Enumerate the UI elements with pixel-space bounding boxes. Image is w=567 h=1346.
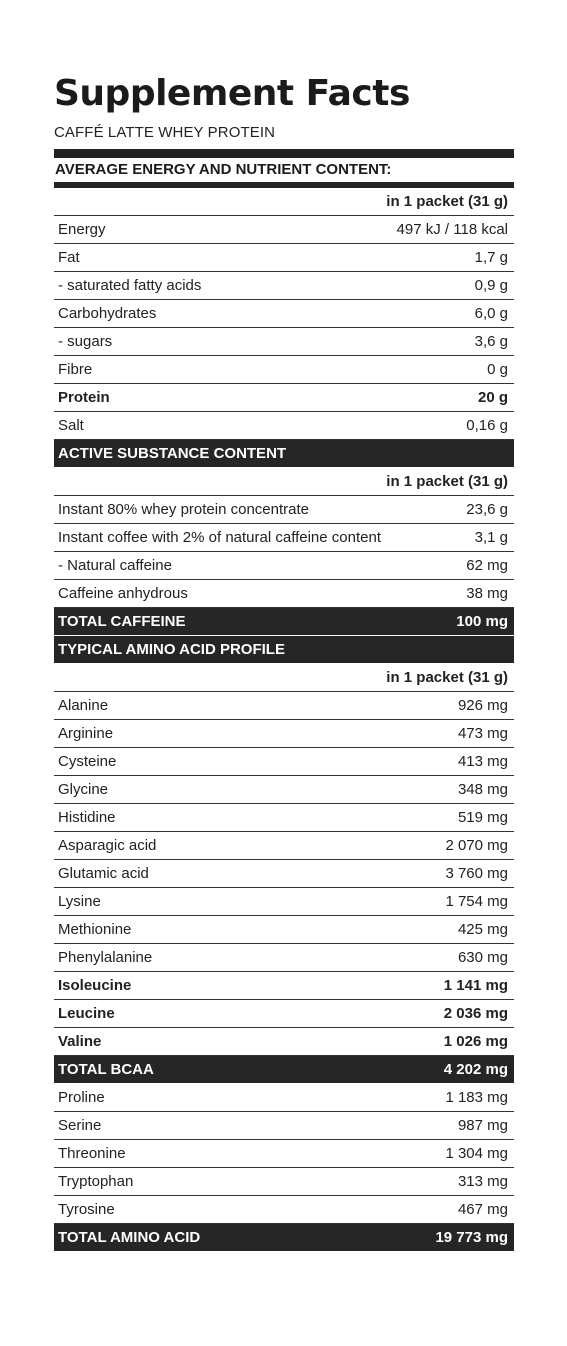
ingredient-name: Instant 80% whey protein concentrate — [58, 501, 309, 518]
amino-row-glutamic-acid — [54, 860, 514, 888]
amino-value: 413 mg — [457, 753, 508, 770]
nutrient-value: 0,9 g — [474, 277, 508, 294]
active-row-whey-concentrate — [54, 496, 514, 524]
amino-name: Proline — [58, 1089, 105, 1106]
amino-row-cysteine — [54, 748, 514, 776]
ingredient-value: 23,6 g — [466, 501, 508, 518]
amino-value: 2 070 mg — [445, 837, 508, 854]
active-row-natural-caffeine — [54, 552, 514, 580]
amino-name: Tyrosine — [58, 1201, 115, 1218]
section-heading-label: ACTIVE SUBSTANCE CONTENT — [58, 445, 287, 462]
nutrient-row-carbohydrates — [54, 300, 514, 328]
amino-value: 1 141 mg — [443, 977, 508, 994]
amino-name: Valine — [58, 1033, 102, 1050]
nutrient-value: 1,7 g — [474, 249, 508, 266]
total-amino-acid-row — [54, 1224, 514, 1251]
ingredient-name: - Natural caffeine — [58, 557, 172, 574]
amino-name: Glycine — [58, 781, 109, 798]
nutrient-row-fat — [54, 244, 514, 272]
amino-row-phenylalanine — [54, 944, 514, 972]
column-header-label: in 1 packet (31 g) — [386, 669, 508, 686]
nutrient-row-sugars — [54, 328, 514, 356]
top-rule — [54, 149, 514, 158]
total-caffeine-row — [54, 608, 514, 636]
amino-name: Histidine — [58, 809, 116, 826]
amino-row-leucine — [54, 1000, 514, 1028]
amino-value: 473 mg — [457, 725, 508, 742]
amino-row-isoleucine — [54, 972, 514, 1000]
amino-name: Methionine — [58, 921, 132, 938]
nutrient-value: 0 g — [487, 361, 508, 378]
ingredient-name: Caffeine anhydrous — [58, 585, 188, 602]
amino-row-histidine — [54, 804, 514, 832]
active-row-caffeine-anhydrous — [54, 580, 514, 608]
amino-value: 348 mg — [457, 781, 508, 798]
amino-value: 3 760 mg — [445, 865, 508, 882]
nutrient-value: 6,0 g — [474, 305, 508, 322]
nutrient-row-protein — [54, 384, 514, 412]
amino-row-arginine — [54, 720, 514, 748]
amino-name: Tryptophan — [58, 1173, 134, 1190]
nutrient-row-energy — [54, 216, 514, 244]
amino-row-lysine — [54, 888, 514, 916]
amino-row-proline — [54, 1084, 514, 1112]
total-label: TOTAL CAFFEINE — [58, 613, 186, 630]
amino-row-threonine — [54, 1140, 514, 1168]
total-label: TOTAL AMINO ACID — [58, 1229, 201, 1246]
ingredient-value: 62 mg — [466, 557, 508, 574]
amino-row-methionine — [54, 916, 514, 944]
amino-value: 1 183 mg — [445, 1089, 508, 1106]
active-row-instant-coffee — [54, 524, 514, 552]
amino-value: 987 mg — [457, 1117, 508, 1134]
amino-value: 1 754 mg — [445, 893, 508, 910]
amino-value: 519 mg — [457, 809, 508, 826]
amino-value: 926 mg — [457, 697, 508, 714]
amino-name: Isoleucine — [58, 977, 132, 994]
amino-value: 1 026 mg — [443, 1033, 508, 1050]
amino-name: Cysteine — [58, 753, 117, 770]
amino-value: 630 mg — [457, 949, 508, 966]
amino-value: 313 mg — [457, 1173, 508, 1190]
amino-row-alanine — [54, 692, 514, 720]
nutrient-name: Salt — [58, 417, 84, 434]
total-label: TOTAL BCAA — [58, 1061, 154, 1078]
amino-acid-heading — [54, 636, 514, 664]
nutrient-row-fibre — [54, 356, 514, 384]
nutrient-name: - saturated fatty acids — [58, 277, 202, 294]
amino-name: Serine — [58, 1117, 102, 1134]
amino-row-glycine — [54, 776, 514, 804]
nutrient-value: 0,16 g — [466, 417, 508, 434]
ingredient-value: 3,1 g — [474, 529, 508, 546]
nutrient-value: 20 g — [477, 389, 508, 406]
nutrient-table — [54, 188, 514, 440]
amino-name: Lysine — [58, 893, 101, 910]
amino-name: Phenylalanine — [58, 949, 153, 966]
amino-name: Threonine — [58, 1145, 126, 1162]
nutrient-row-salt — [54, 412, 514, 440]
nutrient-row-saturated-fatty-acids — [54, 272, 514, 300]
total-value: 4 202 mg — [443, 1061, 508, 1078]
nutrient-name: Energy — [58, 221, 106, 238]
amino-row-asparagic-acid — [54, 832, 514, 860]
product-name: CAFFÉ LATTE WHEY PROTEIN — [54, 124, 276, 141]
nutrient-name: - sugars — [58, 333, 113, 350]
nutrient-value: 497 kJ / 118 kcal — [396, 221, 508, 238]
amino-acid-table — [54, 636, 514, 1251]
amino-value: 467 mg — [457, 1201, 508, 1218]
amino-name: Asparagic acid — [58, 837, 157, 854]
amino-row-serine — [54, 1112, 514, 1140]
amino-row-valine — [54, 1028, 514, 1056]
active-column-header — [54, 468, 514, 496]
amino-name: Glutamic acid — [58, 865, 149, 882]
amino-row-tyrosine — [54, 1196, 514, 1224]
nutrient-name: Fibre — [58, 361, 93, 378]
column-header-label: in 1 packet (31 g) — [386, 473, 508, 490]
amino-value: 2 036 mg — [443, 1005, 508, 1022]
amino-column-header — [54, 664, 514, 692]
ingredient-name: Instant coffee with 2% of natural caffeine content — [58, 529, 381, 546]
nutrient-name: Protein — [58, 389, 110, 406]
amino-name: Leucine — [58, 1005, 115, 1022]
amino-value: 425 mg — [457, 921, 508, 938]
amino-row-tryptophan — [54, 1168, 514, 1196]
nutrient-heading: AVERAGE ENERGY AND NUTRIENT CONTENT: — [55, 161, 392, 178]
section-heading-label: TYPICAL AMINO ACID PROFILE — [58, 641, 285, 658]
active-substance-heading — [54, 440, 514, 468]
nutrient-value: 3,6 g — [474, 333, 508, 350]
nutrient-name: Carbohydrates — [58, 305, 157, 322]
total-value: 100 mg — [456, 613, 508, 630]
nutrient-name: Fat — [58, 249, 80, 266]
total-bcaa-row — [54, 1056, 514, 1084]
amino-name: Alanine — [58, 697, 109, 714]
label-title: Supplement Facts — [54, 73, 410, 114]
amino-name: Arginine — [58, 725, 114, 742]
supplement-facts-label — [54, 68, 514, 1251]
amino-value: 1 304 mg — [445, 1145, 508, 1162]
ingredient-value: 38 mg — [466, 585, 508, 602]
nutrient-column-header — [54, 188, 514, 216]
column-header-label: in 1 packet (31 g) — [386, 193, 508, 210]
active-substance-table — [54, 440, 514, 636]
total-value: 19 773 mg — [435, 1229, 508, 1246]
